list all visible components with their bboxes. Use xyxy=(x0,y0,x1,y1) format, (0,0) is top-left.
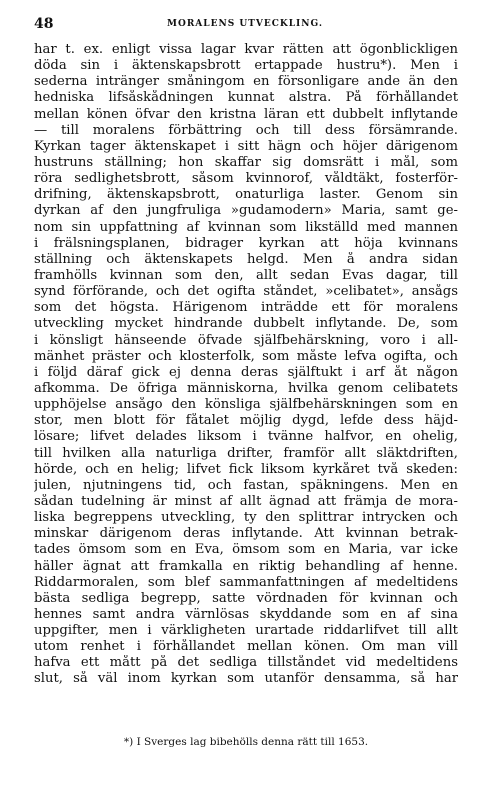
text-line: upphöjelse ansågo den könsliga själfbehärskningen som en xyxy=(34,397,458,413)
text-line: lösare; lifvet delades liksom i tvänne halfvor, en ohelig, xyxy=(34,429,458,445)
page-number: 48 xyxy=(34,16,54,32)
text-line: utveckling mycket hindrande dubbelt inflytande. De, som xyxy=(34,316,458,332)
text-line: hörde, och en helig; lifvet fick liksom kyrkåret två skeden: xyxy=(34,461,458,477)
text-line: ställning och äktenskapets helgd. Men å andra sidan xyxy=(34,251,458,267)
page-header xyxy=(34,16,456,34)
text-line: tades ömsom som en Eva, ömsom som en Maria, var icke xyxy=(34,542,458,558)
text-line: bästa sedliga begrepp, satte vördnaden för kvinnan och xyxy=(34,590,458,606)
text-line: Riddarmoralen, som blef sammanfattningen af medeltidens xyxy=(34,574,458,590)
text-line: synd förförande, och det ogifta ståndet, »celibatet», ansågs xyxy=(34,284,458,300)
text-line: i följd däraf gick ej denna deras själftukt i arf åt någon xyxy=(34,364,458,380)
text-line: liska begreppens utveckling, ty den splittrar intrycken och xyxy=(34,510,458,526)
text-line: som det högsta. Härigenom inträdde ett för moralens xyxy=(34,300,458,316)
text-line: drifning, äktenskapsbrott, onaturliga laster. Genom sin xyxy=(34,187,458,203)
body-text xyxy=(34,42,458,688)
text-line: i frälsningsplanen, bidrager kyrkan att höja kvinnans xyxy=(34,235,458,251)
text-line: har t. ex. enligt vissa lagar kvar rätten att ögonblickligen xyxy=(34,42,458,57)
text-line: hustruns ställning; hon skaffar sig domsrätt i mål, som xyxy=(34,154,458,170)
text-line: till hvilken alla naturliga drifter, framför allt släktdriften, xyxy=(34,445,458,461)
text-line: mänhet präster och klosterfolk, som måste lefva ogifta, och xyxy=(34,348,458,364)
text-line: häller ägnat att framkalla en riktig behandling af henne. xyxy=(34,558,458,574)
running-head: MORALENS UTVECKLING. xyxy=(167,19,323,29)
text-line: nom sin uppfattning af kvinnan som likställd med mannen xyxy=(34,219,458,235)
text-line: utom renhet i förhållandet mellan könen. Om man vill xyxy=(34,639,458,655)
text-line: dyrkan af den jungfruliga »gudamodern» Maria, samt ge- xyxy=(34,203,458,219)
text-line: sederna intränger småningom en försonligare ande än den xyxy=(34,74,458,90)
text-line: röra sedlighetsbrott, såsom kvinnorof, våldtäkt, fosterför- xyxy=(34,171,458,187)
footnote: *) I Sverges lag bibehölls denna rätt till 1653. xyxy=(123,736,369,748)
text-line: slut, så väl inom kyrkan som utanför densamma, så har xyxy=(34,671,458,687)
text-line: minskar därigenom deras inflytande. Att kvinnan betrak- xyxy=(34,526,458,542)
text-line: stor, men blott för fåtalet möjlig dygd, lefde dess häjd- xyxy=(34,413,458,429)
text-line: i könsligt hänseende öfvade själfbehärskning, voro i all- xyxy=(34,332,458,348)
text-line: julen, njutningens tid, och fastan, späkningens. Men en xyxy=(34,477,458,493)
text-line: sådan tudelning är minst af allt ägnad att främja de mora- xyxy=(34,493,458,509)
text-line: döda sin i äktenskapsbrott ertappade hustru*). Men i xyxy=(34,58,458,74)
text-line: framhölls kvinnan som den, allt sedan Evas dagar, till xyxy=(34,267,458,283)
text-line: hennes samt andra värnlösas skyddande som en af sina xyxy=(34,606,458,622)
text-line: afkomma. De öfriga människorna, hvilka genom celibatets xyxy=(34,380,458,396)
text-line: hafva ett mått på det sedliga tillståndet vid medeltidens xyxy=(34,655,458,671)
text-line: mellan könen öfvar den kristna läran ett dubbelt inflytande xyxy=(34,106,458,122)
text-line: hedniska lifsåskådningen kunnat alstra. På förhållandet xyxy=(34,90,458,106)
text-line: — till moralens förbättring och till dess försämrande. xyxy=(34,122,458,138)
text-line: uppgifter, men i värkligheten urartade riddarlifvet till allt xyxy=(34,623,458,639)
text-line: Kyrkan tager äktenskapet i sitt hägn och höjer därigenom xyxy=(34,138,458,154)
